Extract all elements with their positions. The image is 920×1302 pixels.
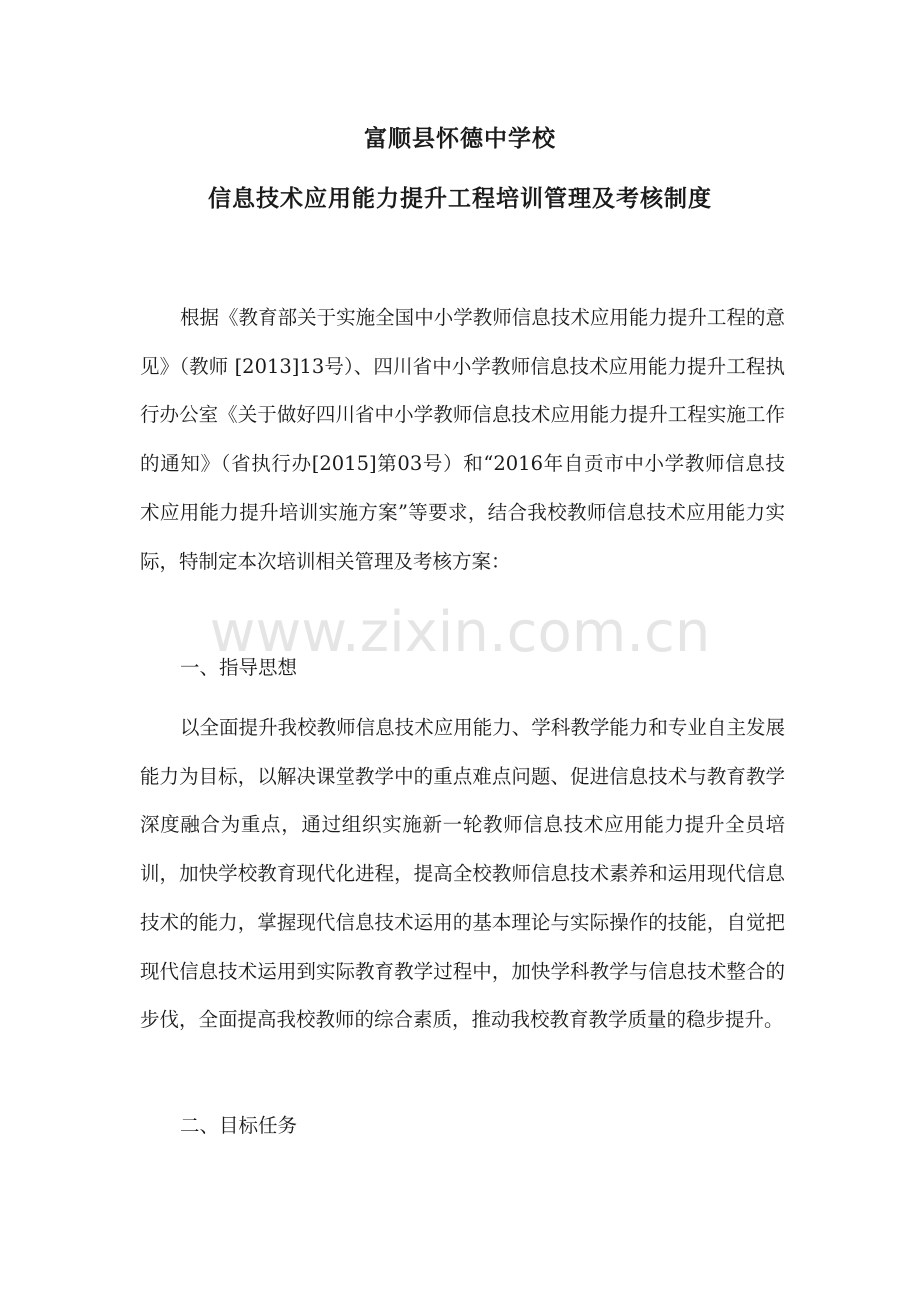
intro-paragraph: 根据《教育部关于实施全国中小学教师信息技术应用能力提升工程的意见》（教师 [2013]13号）、四川省中小学教师信息技术应用能力提升工程执行办公室《关于做好四川省中小学教师信息技术应用能力提升工程实施工作的通知》（省执行办[2015]第03号）和“2016年自贡市中小学教师信息技术应用能力提升培训实施方案”等要求，结合我校教师信息技术应用能力实际，特制定本次培训相关管理及考核方案： xyxy=(140,306,785,573)
watermark: www.zixin.com.cn xyxy=(209,600,711,665)
section-heading-goals-tasks: 二、目标任务 xyxy=(180,1114,298,1137)
document-title-main: 信息技术应用能力提升工程培训管理及考核制度 xyxy=(208,186,712,212)
section-paragraph-guiding-ideology: 以全面提升我校教师信息技术应用能力、学科教学能力和专业自主发展能力为目标，以解决课堂教学中的重点难点问题、促进信息技术与教育教学深度融合为重点，通过组织实施新一轮教师信息技术应用能力提升全员培训，加快学校教育现代化进程，提高全校教师信息技术素养和运用现代信息技术的能力，掌握现代信息技术运用的基本理论与实际操作的技能，自觉把现代信息技术运用到实际教育教学过程中，加快学科教学与信息技术整合的步伐，全面提高我校教师的综合素质，推动我校教育教学质量的稳步提升。 xyxy=(140,716,785,1032)
section-heading-guiding-ideology: 一、指导思想 xyxy=(180,656,298,679)
document-title-school: 富顺县怀德中学校 xyxy=(364,126,556,152)
